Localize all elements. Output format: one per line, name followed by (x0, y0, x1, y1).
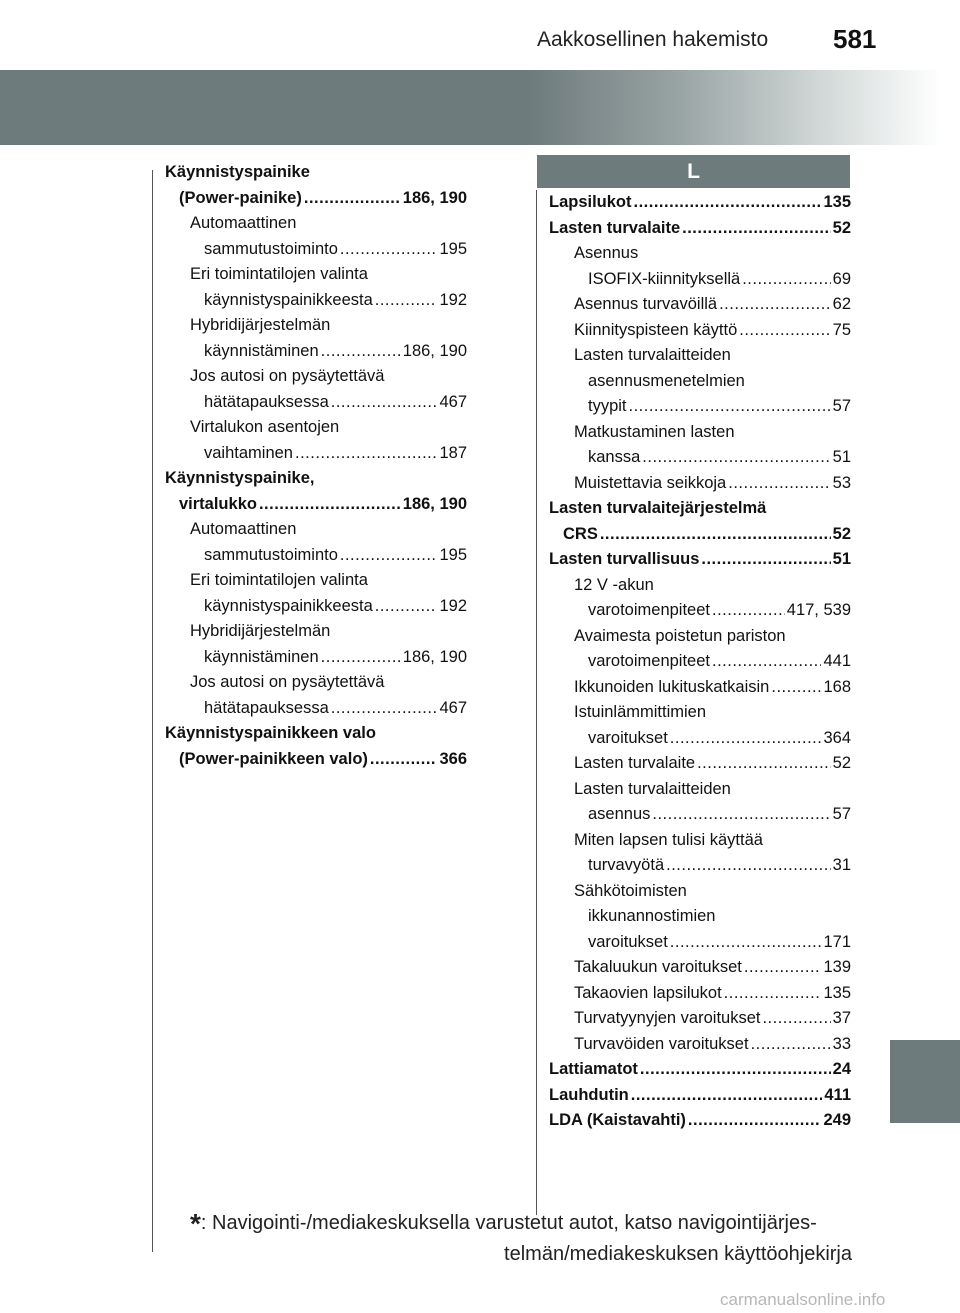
dot-leader (762, 1006, 830, 1032)
index-page-ref: 139 (823, 958, 851, 976)
dot-leader (295, 441, 437, 467)
index-page-ref: 57 (832, 397, 851, 415)
index-page-ref: 51 (832, 550, 851, 568)
index-page-ref: 195 (439, 545, 467, 564)
index-entry-heading (549, 369, 851, 395)
index-entry-text: Käynnistyspainike, (165, 469, 315, 487)
dot-leader (719, 292, 831, 318)
dot-leader (670, 930, 822, 956)
index-entry (165, 594, 467, 620)
footnote-text-1: : Navigointi-/mediakeskuksella varustetut autot, katso navigointijärjes- (200, 1212, 817, 1234)
index-entry-heading (165, 415, 467, 441)
dot-leader (652, 802, 830, 828)
index-page-ref: 192 (439, 596, 467, 615)
dot-leader (331, 696, 438, 722)
index-entry (165, 339, 467, 365)
index-page-ref: 135 (823, 983, 851, 1002)
index-page-ref: 51 (832, 448, 851, 466)
footnote (190, 1208, 852, 1269)
index-entry-heading (549, 828, 851, 854)
index-entry-text: vaihtaminen (204, 443, 293, 462)
section-letter: L (687, 159, 700, 183)
index-column-right (549, 190, 851, 1134)
index-entry (549, 853, 851, 879)
index-entry-text: Lattiamatot (549, 1060, 638, 1078)
index-entry-text: Eri toimintatilojen valinta (190, 265, 368, 283)
index-entry (549, 598, 851, 624)
dot-leader (701, 547, 830, 573)
index-entry (165, 288, 467, 314)
index-entry (549, 649, 851, 675)
index-entry-text: Lasten turvallisuus (549, 550, 700, 568)
index-entry (549, 726, 851, 752)
index-entry-text: asennusmenetelmien (588, 371, 745, 390)
index-entry (549, 1057, 851, 1083)
index-page-ref: 62 (832, 295, 851, 313)
section-letter-header (537, 155, 850, 188)
index-entry-text: Avaimesta poistetun pariston (574, 626, 786, 645)
index-entry (549, 471, 851, 497)
index-entry-text: Hybridijärjestelmän (190, 316, 331, 334)
header-banner (0, 70, 960, 145)
index-entry (549, 267, 851, 293)
index-entry (549, 216, 851, 242)
index-entry-heading (165, 313, 467, 339)
index-entry-text: Muistettavia seikkoja (574, 473, 727, 492)
dot-leader (642, 445, 830, 471)
index-entry (549, 547, 851, 573)
index-entry-text: Lasten turvalaite (574, 754, 696, 772)
index-entry (549, 1006, 851, 1032)
running-header-title: Aakkosellinen hakemisto (537, 28, 769, 51)
page-number: 581 (833, 24, 877, 54)
index-entry-text: ikkunannostimien (588, 907, 716, 925)
index-entry-text: Virtalukon asentojen (190, 418, 340, 436)
dot-leader (728, 471, 830, 497)
index-entry (549, 955, 851, 981)
index-entry (549, 930, 851, 956)
index-page-ref: 249 (823, 1111, 851, 1129)
index-entry-text: hätätapauksessa (204, 392, 329, 411)
index-entry-text: Asennus (574, 244, 639, 262)
index-page-ref: 135 (823, 193, 851, 211)
index-page-ref: 187 (439, 443, 467, 462)
index-entry (165, 696, 467, 722)
index-entry-text: varotoimenpiteet (588, 652, 710, 670)
index-entry-text: hätätapauksessa (204, 698, 329, 717)
index-entry (549, 802, 851, 828)
index-page-ref: 186, 190 (402, 494, 467, 513)
index-entry-heading (165, 364, 467, 390)
dot-leader (751, 1032, 831, 1058)
index-entry (165, 441, 467, 467)
dot-leader (744, 955, 822, 981)
index-entry-text: ISOFIX-kiinnityksellä (588, 269, 741, 288)
index-entry-text: käynnistäminen (204, 647, 319, 666)
dot-leader (712, 598, 785, 624)
index-page-ref: 467 (439, 698, 467, 717)
index-entry-heading (165, 670, 467, 696)
index-page-ref: 52 (832, 524, 851, 543)
index-entry-text: Takaluukun varoitukset (574, 958, 742, 976)
index-entry-text: (Power-painike) (179, 188, 302, 207)
index-entry-text: Jos autosi on pysäytettävä (190, 367, 385, 385)
dot-leader (724, 981, 822, 1007)
index-entry (549, 751, 851, 777)
index-entry-heading (549, 879, 851, 905)
dot-leader (259, 492, 401, 518)
index-entry-text: Miten lapsen tulisi käyttää (574, 830, 763, 849)
index-entry (549, 675, 851, 701)
index-entry-text: käynnistyspainikkeesta (204, 596, 373, 615)
index-entry-text: Turvatyynyjen varoitukset (574, 1009, 761, 1027)
index-page-ref: 186, 190 (402, 341, 467, 360)
index-page-ref: 37 (832, 1009, 851, 1027)
index-entry (549, 1083, 851, 1109)
index-page-ref: 33 (832, 1034, 851, 1053)
index-page-ref: 364 (823, 728, 851, 747)
index-entry-text: kanssa (588, 448, 641, 466)
index-entry-text: Matkustaminen lasten (574, 422, 735, 441)
index-page-ref: 75 (832, 320, 851, 339)
index-entry-text: virtalukko (179, 494, 257, 513)
index-page-ref: 52 (832, 218, 851, 237)
index-entry-text: sammutustoiminto (204, 239, 338, 258)
footnote-marker: * (190, 1208, 201, 1239)
index-entry-text: varotoimenpiteet (588, 601, 710, 619)
index-entry-text: LDA (Kaistavahti) (549, 1111, 686, 1129)
index-entry-text: Eri toimintatilojen valinta (190, 571, 368, 589)
index-entry (165, 645, 467, 671)
index-entry (549, 1108, 851, 1134)
index-page-ref: 24 (832, 1060, 851, 1078)
index-entry-text: Asennus turvavöillä (574, 295, 718, 313)
index-entry (549, 522, 851, 548)
index-entry-heading (549, 777, 851, 803)
index-page-ref: 53 (832, 473, 851, 492)
index-column-left (165, 160, 467, 772)
chapter-thumb-tab (890, 1040, 960, 1123)
index-entry-text: turvavyötä (588, 856, 665, 874)
index-entry-heading (165, 517, 467, 543)
index-entry-text: käynnistyspainikkeesta (204, 290, 373, 309)
index-page-ref: 411 (824, 1085, 851, 1104)
index-page-ref: 192 (439, 290, 467, 309)
index-entry-text: 12 V -akun (574, 575, 654, 594)
index-entry-heading (549, 343, 851, 369)
index-page-ref: 417, 539 (786, 601, 851, 619)
index-entry-heading (165, 262, 467, 288)
index-entry (165, 543, 467, 569)
index-entry-text: Lasten turvalaitejärjestelmä (549, 499, 767, 517)
index-entry-heading (549, 496, 851, 522)
index-entry-text: asennus (588, 805, 651, 823)
index-entry-text: Lapsilukot (549, 193, 632, 211)
index-entry-text: Lasten turvalaitteiden (574, 346, 731, 364)
index-entry-text: Hybridijärjestelmän (190, 622, 331, 640)
left-margin-rule (152, 170, 153, 1252)
index-entry-heading (165, 568, 467, 594)
dot-leader (712, 649, 821, 675)
index-entry-heading (549, 241, 851, 267)
dot-leader (688, 1108, 822, 1134)
dot-leader (640, 1057, 831, 1083)
dot-leader (375, 288, 438, 314)
index-page-ref: 186, 190 (402, 647, 467, 666)
index-entry-text: Automaattinen (190, 214, 297, 232)
dot-leader (321, 645, 401, 671)
dot-leader (666, 853, 831, 879)
watermark: carmanualsonline.info (720, 1290, 886, 1309)
index-page-ref: 52 (832, 754, 851, 772)
index-entry-text: Jos autosi on pysäytettävä (190, 673, 385, 691)
dot-leader (697, 751, 831, 777)
index-page-ref: 31 (832, 856, 851, 874)
index-page-ref: 57 (832, 805, 851, 823)
index-page-ref: 441 (823, 652, 851, 670)
index-entry-text: tyypit (588, 397, 627, 415)
index-page-ref: 186, 190 (402, 188, 467, 207)
index-entry-text: Käynnistyspainikkeen valo (165, 724, 376, 742)
index-page-ref: 171 (823, 932, 851, 951)
index-entry (549, 1032, 851, 1058)
index-entry (549, 190, 851, 216)
index-entry-text: sammutustoiminto (204, 545, 338, 564)
footnote-line-2: telmän/mediakeskuksen käyttöohjekirja (504, 1243, 852, 1265)
dot-leader (375, 594, 438, 620)
index-entry-heading (165, 619, 467, 645)
dot-leader (331, 390, 438, 416)
index-entry-heading (549, 700, 851, 726)
footnote-line-1 (190, 1208, 852, 1239)
index-entry-text: Istuinlämmittimien (574, 703, 707, 721)
index-entry-text: Lasten turvalaite (549, 218, 681, 237)
index-entry (165, 747, 467, 773)
index-entry-heading (549, 420, 851, 446)
index-entry-text: Lauhdutin (549, 1085, 629, 1104)
index-page-ref: 195 (439, 239, 467, 258)
index-page-ref: 69 (832, 269, 851, 288)
index-entry (165, 237, 467, 263)
dot-leader (370, 747, 438, 773)
dot-leader (340, 237, 438, 263)
dot-leader (634, 190, 822, 216)
index-entry-heading (165, 466, 467, 492)
index-entry (165, 390, 467, 416)
dot-leader (771, 675, 821, 701)
index-page-ref: 467 (439, 392, 467, 411)
index-entry-text: (Power-painikkeen valo) (179, 749, 368, 768)
dot-leader (600, 522, 831, 548)
dot-leader (670, 726, 822, 752)
index-entry-text: käynnistäminen (204, 341, 319, 360)
index-entry-text: Käynnistyspainike (165, 163, 310, 181)
column-divider (536, 190, 537, 1215)
dot-leader (304, 186, 401, 212)
index-entry (165, 186, 467, 212)
index-entry-heading (165, 211, 467, 237)
index-entry (549, 981, 851, 1007)
index-entry-text: CRS (563, 524, 598, 543)
dot-leader (340, 543, 438, 569)
index-page-ref: 168 (823, 677, 851, 696)
index-entry-text: varoitukset (588, 728, 668, 747)
index-entry (549, 445, 851, 471)
index-entry-text: Takaovien lapsilukot (574, 983, 722, 1002)
index-entry (549, 318, 851, 344)
index-entry-text: Kiinnityspisteen käyttö (574, 320, 738, 339)
index-entry-text: Lasten turvalaitteiden (574, 779, 731, 798)
index-entry-heading (549, 624, 851, 650)
dot-leader (629, 394, 831, 420)
index-entry-text: Sähkötoimisten (574, 881, 687, 900)
dot-leader (631, 1083, 823, 1109)
index-entry-heading (549, 573, 851, 599)
dot-leader (742, 267, 830, 293)
index-entry-text: Automaattinen (190, 520, 297, 538)
index-entry-heading (165, 721, 467, 747)
dot-leader (321, 339, 401, 365)
index-entry (549, 292, 851, 318)
index-entry-text: varoitukset (588, 932, 668, 951)
index-entry-heading (165, 160, 467, 186)
index-page-ref: 366 (439, 749, 467, 768)
index-entry-heading (549, 904, 851, 930)
dot-leader (682, 216, 831, 242)
dot-leader (739, 318, 830, 344)
index-entry-text: Turvavöiden varoitukset (574, 1034, 749, 1053)
index-entry (165, 492, 467, 518)
index-entry-text: Ikkunoiden lukituskatkaisin (574, 677, 770, 696)
index-entry (549, 394, 851, 420)
